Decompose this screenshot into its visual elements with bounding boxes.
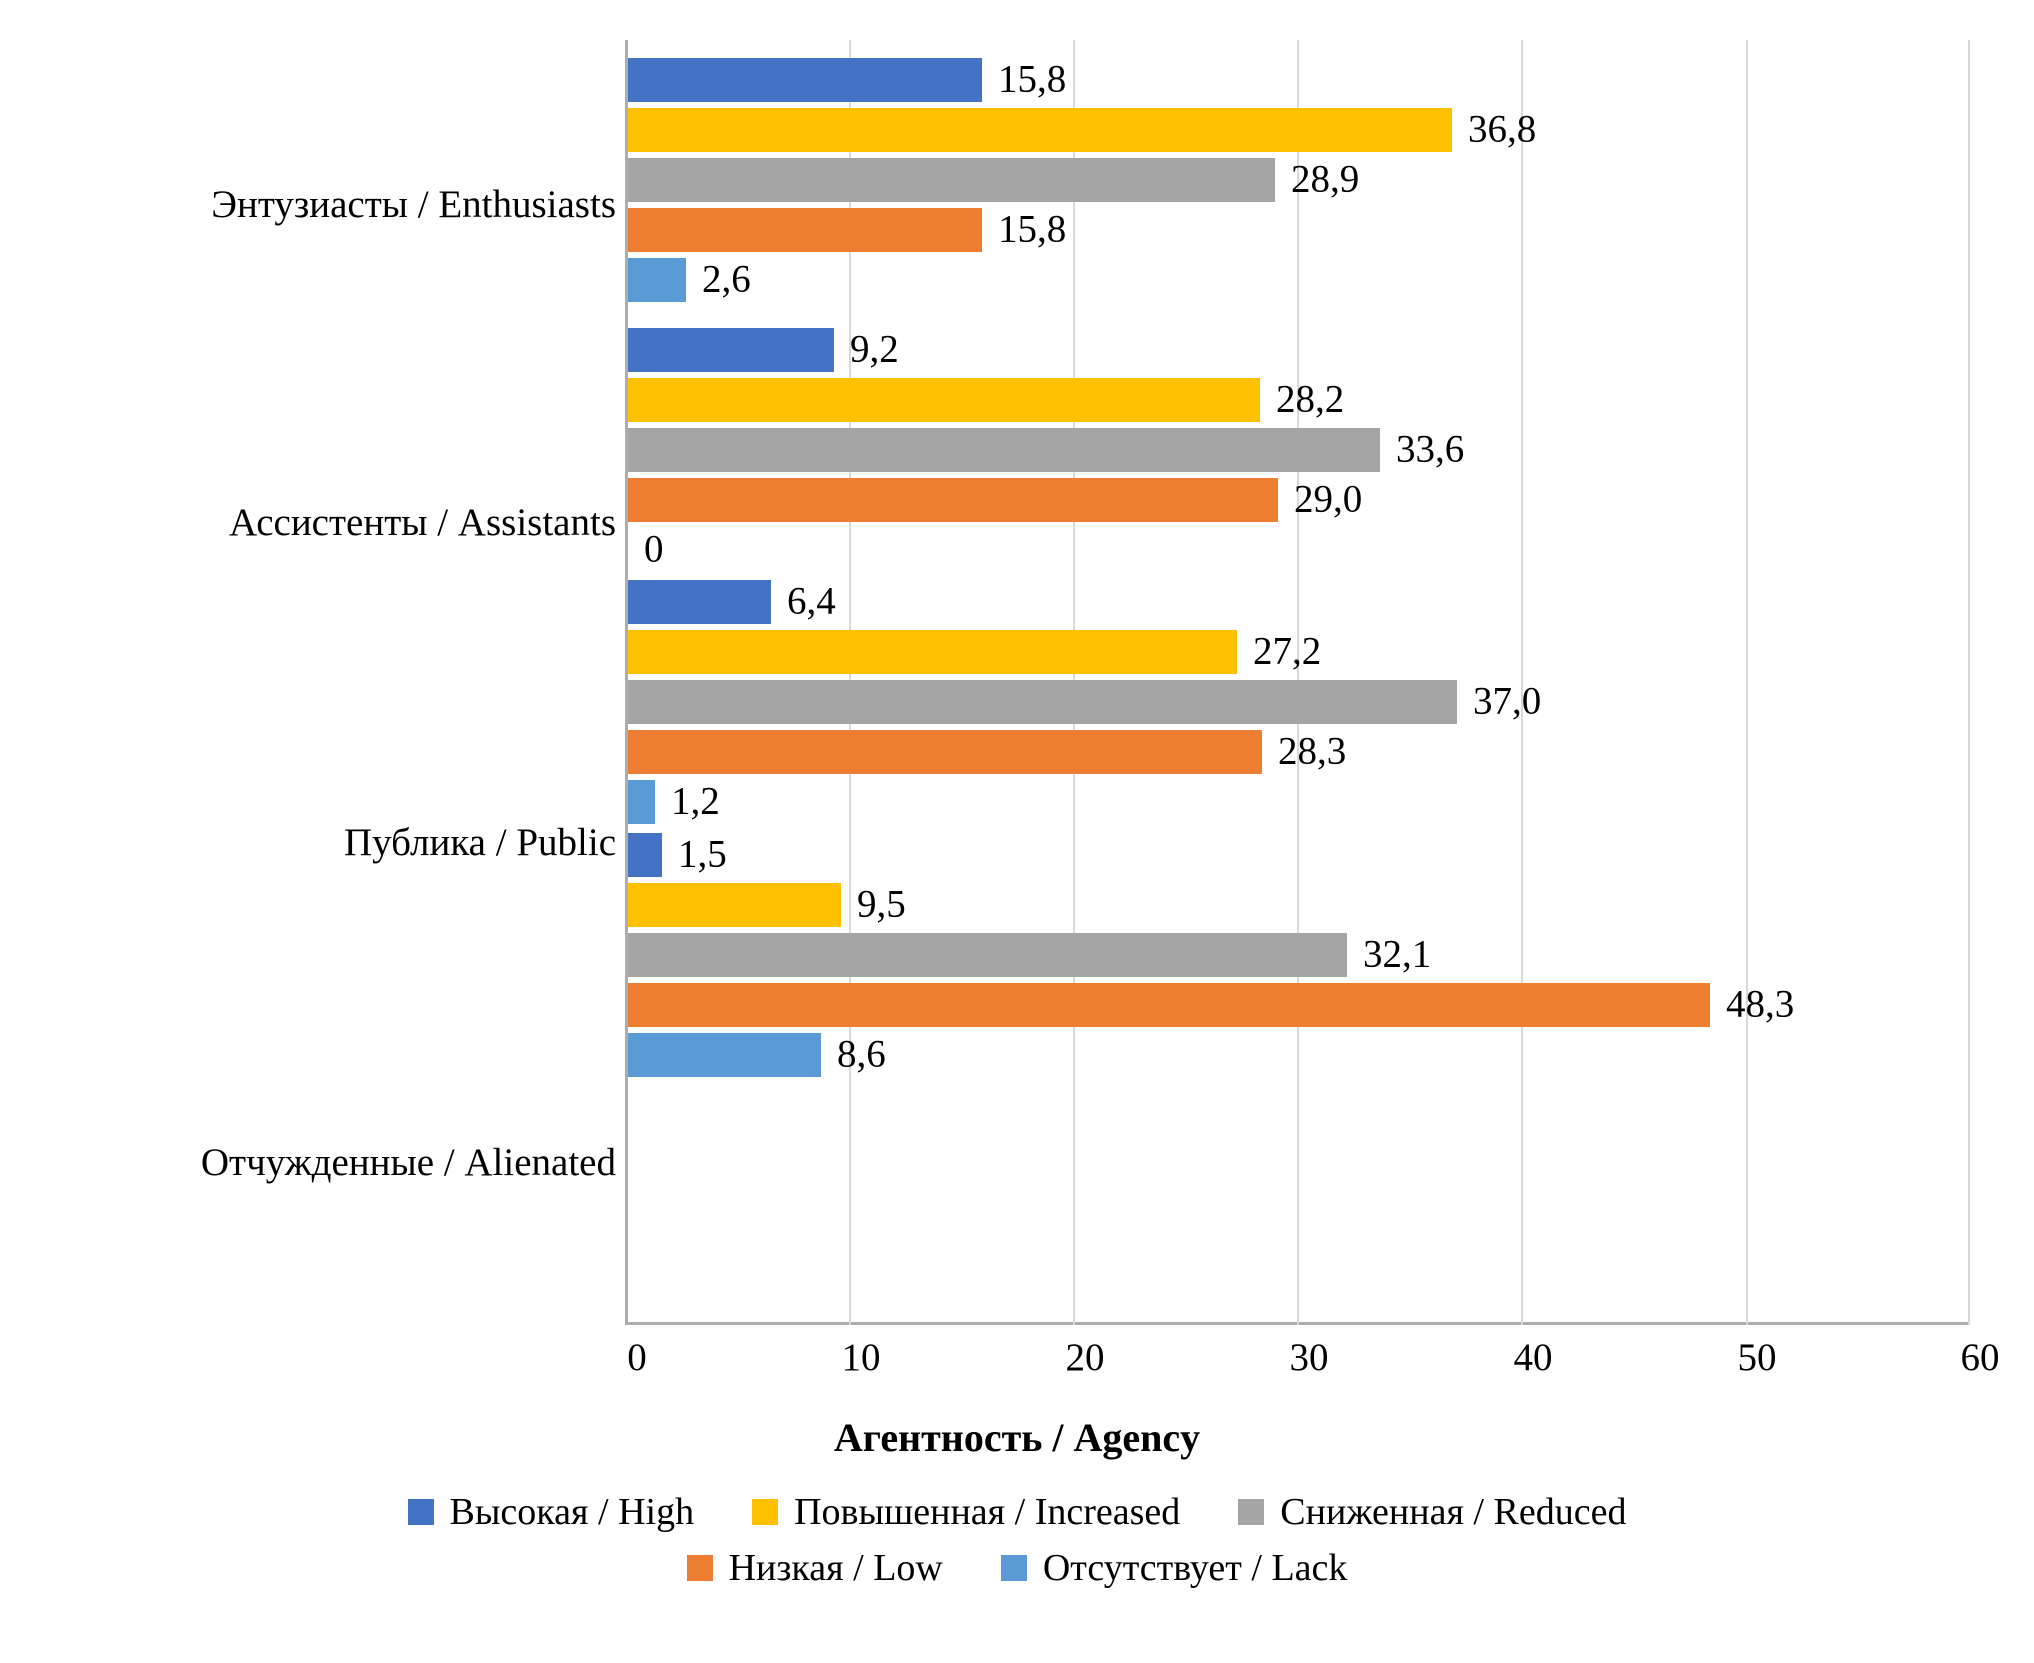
legend-label: Повышенная / Increased [794, 1491, 1181, 1533]
legend-item-high[interactable] [408, 1490, 695, 1534]
bar-value-label: 2,6 [702, 257, 751, 301]
bar-value-label: 28,3 [1278, 729, 1347, 773]
x-tick-20: 20 [1065, 1336, 1105, 1379]
bar-value-label: 1,5 [678, 832, 727, 876]
bar-group-alienated [628, 833, 1970, 1083]
bar-row [628, 833, 1970, 877]
legend-item-lack[interactable] [1001, 1546, 1348, 1590]
bar-value-label: 15,8 [998, 207, 1067, 251]
x-tick-60: 60 [1960, 1336, 2000, 1379]
bar-row [628, 1033, 1970, 1077]
bar-value-label: 29,0 [1294, 477, 1363, 521]
bar-row [628, 883, 1970, 927]
bar-increased[interactable] [628, 883, 841, 927]
legend-item-increased[interactable] [752, 1490, 1180, 1534]
bar-high[interactable] [628, 328, 834, 372]
bar-value-label: 15,8 [998, 57, 1067, 101]
bar-value-label: 27,2 [1253, 629, 1322, 673]
bar-lack[interactable] [628, 780, 655, 824]
x-axis-title: Агентность / Agency [833, 1415, 1201, 1460]
bar-row [628, 108, 1970, 152]
x-tick-10: 10 [841, 1336, 881, 1379]
bar-value-label: 37,0 [1473, 679, 1542, 723]
bar-low[interactable] [628, 983, 1710, 1027]
legend-label: Отсутствует / Lack [1042, 1547, 1348, 1589]
bar-reduced[interactable] [628, 158, 1275, 202]
bar-group-public [628, 580, 1970, 830]
legend-label: Сниженная / Reduced [1280, 1491, 1627, 1533]
x-tick-50: 50 [1737, 1336, 1777, 1379]
bar-value-label: 6,4 [787, 579, 836, 623]
bar-value-label: 0 [644, 527, 664, 571]
bar-high[interactable] [628, 833, 662, 877]
legend-swatch-icon [687, 1555, 713, 1581]
category-label-public: Публика / Public [343, 821, 616, 864]
bar-value-label: 9,2 [850, 327, 899, 371]
bar-row [628, 158, 1970, 202]
bar-group-enthusiasts [628, 58, 1970, 308]
bar-row [628, 580, 1970, 624]
bar-value-label: 33,6 [1396, 427, 1465, 471]
bar-value-label: 28,9 [1291, 157, 1360, 201]
bar-value-label: 48,3 [1726, 982, 1795, 1026]
bar-increased[interactable] [628, 378, 1260, 422]
bar-high[interactable] [628, 580, 771, 624]
bar-value-label: 32,1 [1363, 932, 1432, 976]
category-label-alienated: Отчужденные / Alienated [200, 1141, 616, 1184]
bar-value-label: 9,5 [857, 882, 906, 926]
legend-swatch-icon [1001, 1555, 1027, 1581]
category-label-enthusiasts: Энтузиасты / Enthusiasts [211, 183, 616, 226]
legend [0, 1490, 2034, 1602]
bar-increased[interactable] [628, 630, 1237, 674]
bar-value-label: 8,6 [837, 1032, 886, 1076]
bar-value-label: 1,2 [671, 779, 720, 823]
bar-low[interactable] [628, 478, 1278, 522]
bar-low[interactable] [628, 730, 1262, 774]
bar-row [628, 730, 1970, 774]
legend-label: Высокая / High [449, 1491, 695, 1533]
bar-row [628, 933, 1970, 977]
bar-row [628, 680, 1970, 724]
bar-high[interactable] [628, 58, 982, 102]
bar-row [628, 630, 1970, 674]
legend-row-2 [0, 1546, 2034, 1590]
legend-item-reduced[interactable] [1238, 1490, 1626, 1534]
legend-swatch-icon [752, 1499, 778, 1525]
x-tick-30: 30 [1289, 1336, 1329, 1379]
plot-area [625, 40, 1970, 1325]
legend-row-1 [0, 1490, 2034, 1534]
bar-value-label: 28,2 [1276, 377, 1345, 421]
bar-row [628, 528, 1970, 572]
legend-label: Низкая / Low [728, 1547, 943, 1589]
bar-row [628, 208, 1970, 252]
bar-row [628, 378, 1970, 422]
legend-item-low[interactable] [687, 1546, 943, 1590]
bar-reduced[interactable] [628, 680, 1457, 724]
bar-increased[interactable] [628, 108, 1452, 152]
bar-reduced[interactable] [628, 933, 1347, 977]
bar-group-assistants [628, 328, 1970, 578]
bar-row [628, 780, 1970, 824]
x-tick-40: 40 [1513, 1336, 1553, 1379]
bar-row [628, 328, 1970, 372]
bar-row [628, 478, 1970, 522]
bar-reduced[interactable] [628, 428, 1380, 472]
legend-swatch-icon [408, 1499, 434, 1525]
legend-swatch-icon [1238, 1499, 1264, 1525]
bar-value-label: 36,8 [1468, 107, 1537, 151]
bar-lack[interactable] [628, 1033, 821, 1077]
bar-lack[interactable] [628, 258, 686, 302]
bar-row [628, 58, 1970, 102]
category-label-assistants: Ассистенты / Assistants [229, 501, 616, 544]
bar-row [628, 258, 1970, 302]
bar-low[interactable] [628, 208, 982, 252]
bar-row [628, 428, 1970, 472]
x-tick-0: 0 [627, 1336, 647, 1379]
bar-row [628, 983, 1970, 1027]
